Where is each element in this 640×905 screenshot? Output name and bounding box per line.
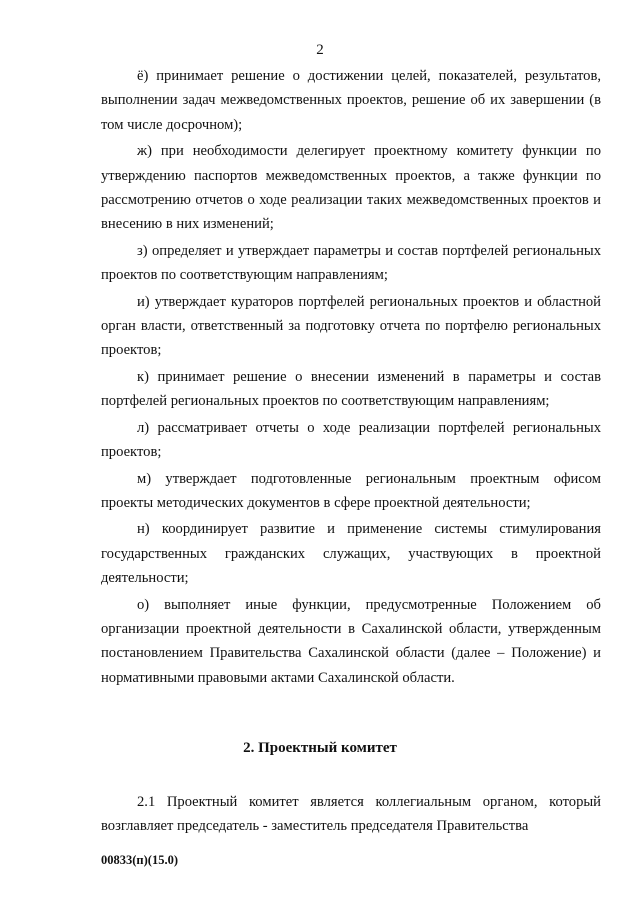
paragraph-k: к) принимает решение о внесении изменений в параметры и состав портфелей региональных проектов по соответствующим направлениям; [101,368,601,410]
document-code: 00833(п)(15.0) [101,853,178,867]
paragraph-zh: ж) при необходимости делегирует проектному комитету функции по утверждению паспортов межведомственных проектов, а также функции по рассмотрению отчетов о ходе реализации таких межведомственных проектов и внесению в них изменений; [101,143,601,233]
paragraph-m: м) утверждает подготовленные региональным проектным офисом проекты методических документов в сфере проектной деятельности; [101,470,601,511]
paragraph-o: о) выполняет иные функции, предусмотренные Положением об организации проектной деятельности в Сахалинской области, утвержденным постановлением Правительства Сахалинской области (далее – Положение) и нормативными правовыми актами Сахалинской области. [101,596,601,686]
document-body [101,64,601,692]
section-heading: 2. Проектный комитет [243,740,397,756]
paragraph-i: и) утверждает кураторов портфелей региональных проектов и областной орган власти, ответственный за подготовку отчета по портфелю региональных проектов; [101,293,601,359]
paragraph-n: н) координирует развитие и применение системы стимулирования государственных гражданских служащих, участвующих в проектной деятельности; [101,521,601,587]
paragraph-l: л) рассматривает отчеты о ходе реализации портфелей региональных проектов; [101,419,601,461]
section-paragraph: 2.1 Проектный комитет является коллегиальным органом, который возглавляет председатель - заместитель председателя Правительства [101,794,601,835]
paragraph-yo: ё) принимает решение о достижении целей, показателей, результатов, выполнении задач межведомственных проектов, решение об их завершении (в том числе досрочном); [101,68,601,133]
page-number: 2 [316,42,324,58]
paragraph-z: з) определяет и утверждает параметры и состав портфелей региональных проектов по соответствующим направлениям; [101,242,601,284]
